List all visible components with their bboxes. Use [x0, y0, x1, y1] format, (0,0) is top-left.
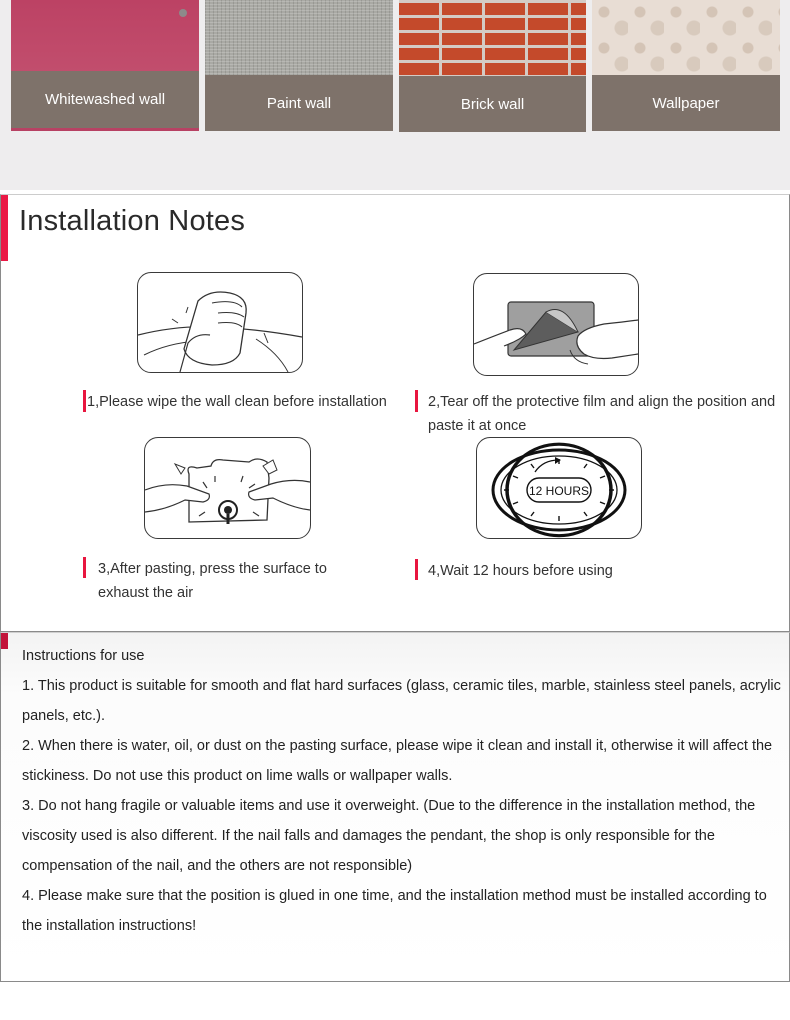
clock-icon [476, 437, 642, 539]
instruction-item: 4. Please make sure that the position is glued in one time, and the installation method must be installed according to the installation instructions! [22, 888, 767, 934]
installation-title: Installation Notes [19, 205, 246, 237]
accent-bar [1, 195, 8, 261]
wall-nail-dot [179, 9, 187, 17]
surface-tile-brick [399, 0, 586, 132]
press-surface-icon [144, 437, 311, 539]
step-marker [83, 390, 86, 412]
surface-label: Wallpaper [592, 75, 780, 131]
instruction-item: 1. This product is suitable for smooth and flat hard surfaces (glass, ceramic tiles, marble, stainless steel panels, acrylic panels, etc.). [22, 678, 781, 724]
installation-notes-panel [0, 194, 790, 632]
step-marker [415, 559, 418, 580]
surface-tile-paint [205, 0, 393, 131]
surface-tile-wallpaper [592, 0, 780, 131]
surfaces-band [0, 0, 790, 190]
step-1 [83, 390, 423, 414]
step-3-text: 3,After pasting, press the surface to exhaust the air [98, 561, 327, 601]
instructions-heading: Instructions for use [22, 648, 145, 664]
instructions-panel [0, 632, 790, 982]
wipe-wall-icon [137, 272, 303, 373]
step-2 [415, 390, 787, 438]
step-1-text: 1,Please wipe the wall clean before installation [87, 394, 387, 410]
instruction-item: 3. Do not hang fragile or valuable items and use it overweight. (Due to the difference in the installation method, the viscosity used is also different. If the nail falls and damages the pendant, the shop is only responsible for the compensation of the nail, and the others are not responsible) [22, 798, 756, 874]
accent-bar [1, 633, 8, 649]
step-3 [83, 557, 373, 605]
step-2-text: 2,Tear off the protective film and align the position and paste it at once [428, 394, 776, 434]
step-4 [415, 559, 775, 583]
surface-label: Paint wall [205, 75, 393, 131]
surface-label: Whitewashed wall [11, 71, 199, 128]
surface-tile-whitewashed [11, 0, 199, 131]
step-marker [83, 557, 86, 578]
step-marker [415, 390, 418, 412]
instruction-item: 2. When there is water, oil, or dust on the pasting surface, please wipe it clean and install it, otherwise it will affect the stickiness. Do not use this product on lime walls or wallpaper walls. [22, 738, 773, 784]
surface-label: Brick wall [399, 76, 586, 132]
peel-film-icon [473, 273, 639, 376]
step-4-text: 4,Wait 12 hours before using [428, 563, 613, 579]
clock-label: 12 HOURS [528, 484, 590, 498]
